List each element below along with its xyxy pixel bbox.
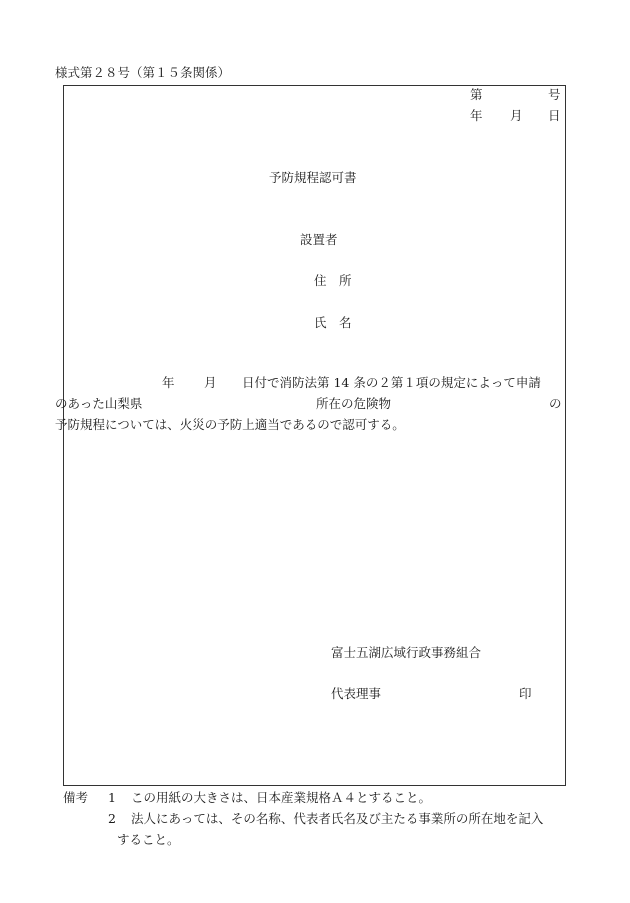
form-frame [63,85,566,786]
date-month: 月 [510,108,523,123]
date-day: 日 [548,108,561,123]
address-label: 住 所 [314,273,352,288]
note1-number: 1 [108,790,116,805]
body-month: 月 [204,375,217,390]
note2-text: 法人にあっては、その名称、代表者氏名及び主たる事業所の所在地を記入 [131,811,544,826]
name-label: 氏 名 [314,315,352,330]
issuer-rep: 代表理事 [331,686,382,701]
document-title: 予防規程認可書 [269,170,357,185]
number-prefix: 第 [470,87,483,102]
body-line2-mid: 所在の危険物 [316,396,392,411]
note1-text: この用紙の大きさは、日本産業規格Ａ４とすること。 [131,790,432,805]
note2-text-cont: すること。 [117,832,180,847]
seal-mark: 印 [519,686,532,701]
body-line3: 予防規程については、火災の予防上適当であるので認可する。 [55,417,405,432]
number-suffix: 号 [548,87,561,102]
body-line2-right: の [549,396,562,411]
addressee-role: 設置者 [300,232,338,247]
date-year: 年 [470,108,483,123]
form-number: 様式第２８号（第１５条関係） [55,65,231,80]
note2-number: 2 [108,811,116,826]
body-line1: 日付で消防法第 14 条の２第１項の規定によって申請 [242,375,541,390]
body-year: 年 [162,375,175,390]
issuer-org: 富士五湖広域行政事務組合 [331,645,482,660]
notes-label: 備考 [63,790,89,805]
body-line2-left: のあった山梨県 [55,396,143,411]
